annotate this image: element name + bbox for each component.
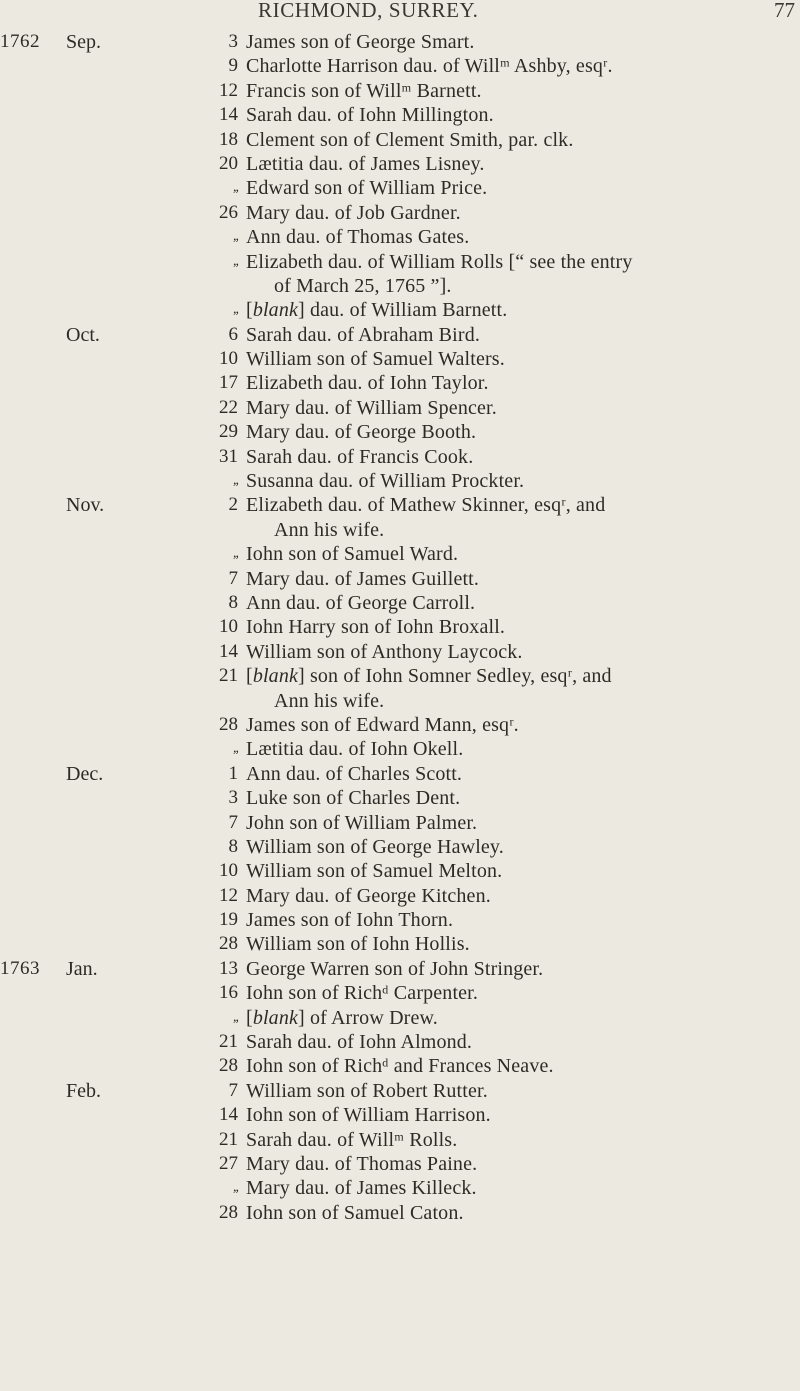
entry-day: ,,	[233, 1180, 238, 1196]
entry-text: Lætitia dau. of Iohn Okell.	[246, 738, 464, 761]
entry-day: ,,	[233, 253, 238, 269]
entry-text: William son of Samuel Walters.	[246, 348, 505, 371]
register-entry	[0, 859, 800, 883]
register-entry	[0, 591, 800, 615]
entry-text: John son of William Palmer.	[246, 811, 478, 834]
register-entry	[0, 445, 800, 469]
register-entry	[0, 1128, 800, 1152]
register-entry	[0, 152, 800, 176]
entry-day: 7	[228, 811, 238, 833]
entry-day: 22	[219, 396, 238, 418]
entry-month: Oct.	[66, 323, 100, 346]
entry-day: 3	[228, 31, 238, 52]
register-entry	[0, 323, 800, 347]
register-entry	[0, 225, 800, 249]
entry-day: 10	[219, 616, 238, 638]
entry-day: ,,	[233, 302, 238, 318]
entry-day: 19	[219, 909, 238, 931]
register-entry-continuation	[0, 689, 800, 713]
register-entry	[0, 1030, 800, 1054]
register-entry	[0, 1176, 800, 1200]
register-entry	[0, 1079, 800, 1103]
entry-text: [blank] of Arrow Drew.	[246, 1006, 438, 1029]
entry-text: Sarah dau. of Iohn Millington.	[246, 104, 494, 127]
register-entry	[0, 103, 800, 127]
entry-text: Luke son of Charles Dent.	[246, 787, 461, 810]
entry-text: Mary dau. of James Guillett.	[246, 567, 480, 590]
entry-day: 20	[219, 152, 238, 174]
entry-day: 28	[219, 1201, 238, 1223]
register-entry	[0, 1201, 800, 1225]
entry-text: Mary dau. of Job Gardner.	[246, 201, 461, 224]
entry-day: 1	[228, 762, 238, 784]
entry-day: 8	[228, 835, 238, 857]
register-entry	[0, 1006, 800, 1030]
register-entry	[0, 762, 800, 786]
page-title: RICHMOND, SURREY.	[258, 0, 479, 22]
entry-text: James son of George Smart.	[246, 31, 475, 53]
entry-day: 7	[228, 567, 238, 589]
entry-day: ,,	[233, 546, 238, 562]
entry-day: 8	[228, 591, 238, 613]
entry-day: 21	[219, 665, 238, 687]
entry-text: Sarah dau. of Willᵐ Rolls.	[246, 1128, 458, 1151]
entry-day: 31	[219, 445, 238, 467]
entry-text: William son of Samuel Melton.	[246, 860, 503, 883]
entry-day: 28	[219, 713, 238, 735]
entry-day: 26	[219, 201, 238, 223]
register-entry	[0, 957, 800, 981]
entry-day: 13	[219, 957, 238, 979]
entry-day: 27	[219, 1152, 238, 1174]
entry-text: Elizabeth dau. of Mathew Skinner, esqʳ, and	[246, 494, 606, 517]
entry-text: William son of George Hawley.	[246, 835, 504, 858]
register-entry	[0, 713, 800, 737]
register-entry	[0, 567, 800, 591]
entry-text: [blank] son of Iohn Somner Sedley, esqʳ, and	[246, 665, 612, 688]
entry-day: 21	[219, 1128, 238, 1150]
register-entry	[0, 469, 800, 493]
entry-text: Edward son of William Price.	[246, 177, 488, 200]
entry-text: Elizabeth dau. of Iohn Taylor.	[246, 372, 489, 395]
entry-text: Ann dau. of Charles Scott.	[246, 762, 463, 785]
entry-text: Ann dau. of Thomas Gates.	[246, 226, 470, 249]
entry-day: 29	[219, 421, 238, 443]
register-entry	[0, 396, 800, 420]
entry-text: Charlotte Harrison dau. of Willᵐ Ashby, esqʳ.	[246, 55, 613, 78]
register-entry	[0, 420, 800, 444]
entry-text: George Warren son of John Stringer.	[246, 957, 544, 980]
entry-day: 14	[219, 104, 238, 126]
register-entry	[0, 79, 800, 103]
entry-text: William son of Anthony Laycock.	[246, 640, 523, 663]
entry-text-continuation: of March 25, 1765 ”].	[274, 274, 452, 297]
entry-day: ,,	[233, 741, 238, 757]
entry-day: 12	[219, 884, 238, 906]
entry-text: Mary dau. of James Killeck.	[246, 1177, 477, 1200]
entry-day: 28	[219, 933, 238, 955]
entry-text: [blank] dau. of William Barnett.	[246, 299, 508, 322]
entry-text: Mary dau. of George Kitchen.	[246, 884, 491, 907]
entry-month: Dec.	[66, 762, 104, 785]
entry-text: Ann dau. of George Carroll.	[246, 591, 476, 614]
entry-day: 9	[228, 55, 238, 77]
entry-text: James son of Edward Mann, esqʳ.	[246, 713, 519, 736]
entry-day: 16	[219, 982, 238, 1004]
entry-month: Jan.	[66, 957, 98, 980]
entry-month: Sep.	[66, 31, 101, 53]
entry-day: 2	[228, 494, 238, 516]
entry-text: Susanna dau. of William Prockter.	[246, 470, 525, 493]
register-entry	[0, 30, 800, 54]
register-entry	[0, 1103, 800, 1127]
entry-text: Lætitia dau. of James Lisney.	[246, 152, 485, 175]
register-entry	[0, 371, 800, 395]
register-entry	[0, 981, 800, 1005]
entry-text: Iohn Harry son of Iohn Broxall.	[246, 616, 506, 639]
entry-day: 14	[219, 1104, 238, 1126]
entry-text: Francis son of Willᵐ Barnett.	[246, 79, 482, 102]
entry-day: ,,	[233, 229, 238, 245]
register-entry	[0, 176, 800, 200]
entry-day: 12	[219, 79, 238, 101]
register-entry-continuation	[0, 274, 800, 298]
entry-text: Iohn son of Samuel Caton.	[246, 1201, 464, 1224]
register-entry	[0, 908, 800, 932]
register-entry	[0, 884, 800, 908]
register-entry	[0, 542, 800, 566]
entry-text: Sarah dau. of Francis Cook.	[246, 445, 474, 468]
entry-text-continuation: Ann his wife.	[274, 689, 385, 712]
entry-day: 21	[219, 1031, 238, 1053]
entry-day: 10	[219, 860, 238, 882]
entry-day: ,,	[233, 1009, 238, 1025]
entry-text: Iohn son of Samuel Ward.	[246, 543, 459, 566]
entry-day: 10	[219, 348, 238, 370]
entry-day: 28	[219, 1055, 238, 1077]
entry-text: Iohn son of Richᵈ and Frances Neave.	[246, 1055, 554, 1078]
entry-day: 17	[219, 372, 238, 394]
register-entry	[0, 347, 800, 371]
register-entry	[0, 250, 800, 274]
entry-text: Mary dau. of George Booth.	[246, 421, 477, 444]
register-entry	[0, 640, 800, 664]
entry-month: Nov.	[66, 494, 105, 517]
register-entry	[0, 128, 800, 152]
register-entry	[0, 615, 800, 639]
entry-text: William son of Iohn Hollis.	[246, 933, 470, 956]
entry-year: 1762	[0, 31, 40, 52]
entry-day: 14	[219, 640, 238, 662]
register-entry	[0, 835, 800, 859]
entry-text: Clement son of Clement Smith, par. clk.	[246, 128, 574, 151]
entry-day: ,,	[233, 473, 238, 489]
register-entry	[0, 1152, 800, 1176]
page-number: 77	[774, 0, 795, 22]
entry-day: 3	[228, 787, 238, 809]
entry-text: James son of Iohn Thorn.	[246, 909, 454, 932]
register-entry	[0, 932, 800, 956]
register-entry	[0, 298, 800, 322]
entry-text: Iohn son of William Harrison.	[246, 1104, 491, 1127]
register-entry	[0, 786, 800, 810]
entry-year: 1763	[0, 957, 40, 979]
running-header	[0, 0, 800, 24]
entry-day: 18	[219, 128, 238, 150]
entry-text: Iohn son of Richᵈ Carpenter.	[246, 982, 479, 1005]
entry-text: Elizabeth dau. of William Rolls [“ see the entry	[246, 250, 633, 273]
baptism-register-list	[0, 30, 800, 1225]
register-entry	[0, 201, 800, 225]
register-entry-continuation	[0, 518, 800, 542]
register-entry	[0, 54, 800, 78]
entry-month: Feb.	[66, 1079, 101, 1102]
entry-day: 7	[228, 1079, 238, 1101]
entry-text-continuation: Ann his wife.	[274, 518, 385, 541]
register-entry	[0, 811, 800, 835]
entry-text: William son of Robert Rutter.	[246, 1079, 488, 1102]
entry-day: 6	[228, 323, 238, 345]
register-entry	[0, 737, 800, 761]
register-entry	[0, 493, 800, 517]
entry-day: ,,	[233, 180, 238, 196]
register-entry	[0, 1054, 800, 1078]
entry-text: Sarah dau. of Abraham Bird.	[246, 323, 480, 346]
entry-text: Mary dau. of William Spencer.	[246, 396, 497, 419]
entry-text: Sarah dau. of Iohn Almond.	[246, 1031, 473, 1054]
entry-text: Mary dau. of Thomas Paine.	[246, 1152, 478, 1175]
register-entry	[0, 664, 800, 688]
